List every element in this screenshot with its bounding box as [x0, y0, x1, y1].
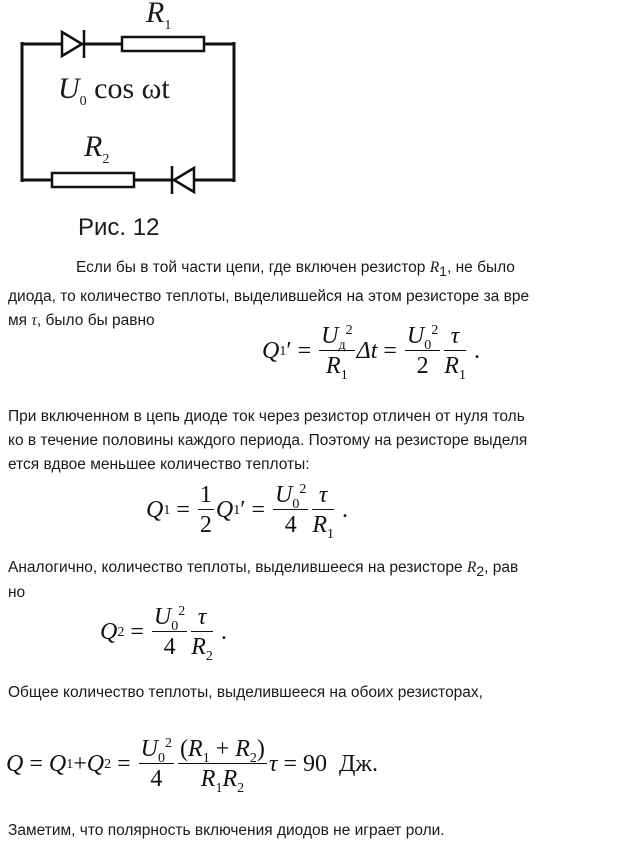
- paragraph-4-line-1: Общее количество теплоты, выделившееся на обоих резисторах,: [8, 684, 483, 701]
- equation-1: Q 1 ′ = $\frac{U_д^2}{R_1}$ Δt = $\frac{U_0^2}{2}$ $\frac{\tau}{R_1}$ .: [262, 323, 480, 383]
- paragraph-5-line-1: Заметим, что полярность включения диодов не играет роли.: [8, 822, 445, 839]
- paragraph-2-line-2: ко в течение половины каждого периода. Поэтому на резисторе выделя: [8, 432, 528, 449]
- paragraph-1-line-2: диода, то количество теплоты, выделившейся на этом резисторе за вре: [8, 288, 530, 305]
- label-r2: $R_2$: [84, 130, 110, 167]
- equation-3: Q 2 = $\frac{U_0^2}{4}$ $\frac{\tau}{R_2}$ .: [100, 604, 227, 664]
- diode-bottom: [172, 166, 194, 194]
- resistor-r1: [122, 37, 204, 51]
- diode-top: [62, 30, 84, 58]
- paragraph-1-line-3: мя τ, было бы равно: [8, 312, 155, 329]
- resistor-r2: [52, 173, 134, 187]
- paragraph-3-line-1: Аналогично, количество теплоты, выделившееся на резисторе $R_2$, рав: [8, 559, 519, 580]
- equation-2: Q 1 = $\frac{1}{2}$ Q 1 ′ = $\frac{U_0^2}{4}$ $\frac{\tau}{R_1}$ .: [146, 482, 349, 542]
- paragraph-2-line-3: ется вдвое меньшее количество теплоты:: [8, 456, 310, 473]
- figure-caption: Рис. 12: [78, 214, 160, 241]
- equation-4: Q = Q 1 + Q 2 = $\frac{U_0^2}{4}$ $\frac{(R_1 + R_2)}{R_1R_2}$ τ = 90 Дж.: [6, 736, 378, 796]
- label-source: $U_0$ cos ωt: [58, 72, 170, 109]
- label-r1: $R_1$: [146, 0, 172, 33]
- paragraph-3-line-2: но: [8, 584, 26, 601]
- paragraph-1-line-1: Если бы в той части цепи, где включен резистор $R_1$, не было: [76, 259, 515, 280]
- paragraph-2-line-1: При включенном в цепь диоде ток через резистор отличен от нуля толь: [8, 408, 525, 425]
